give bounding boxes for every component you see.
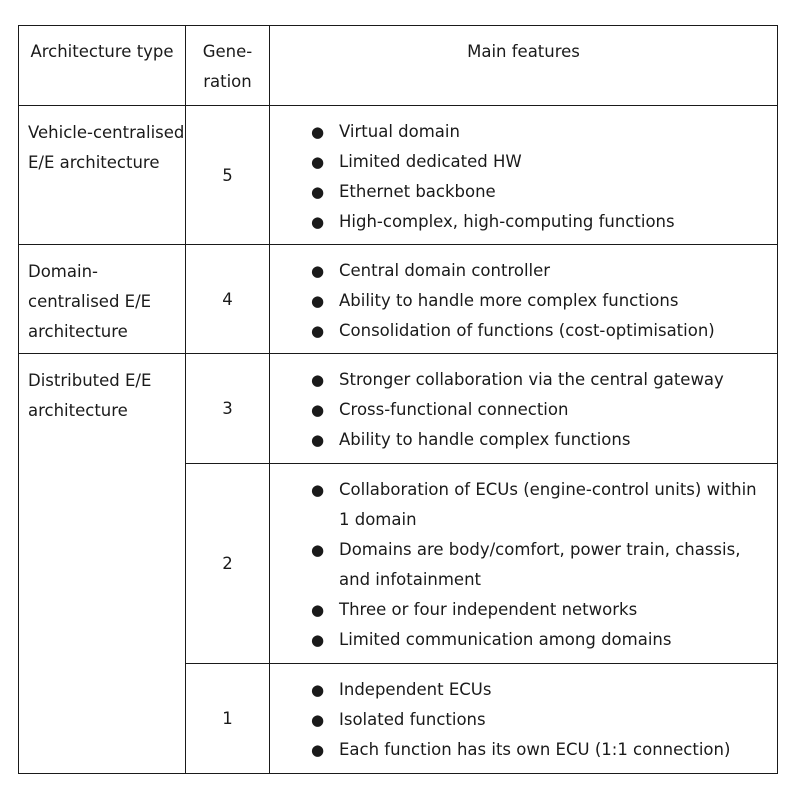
generation-cell: 5 xyxy=(186,106,270,245)
architecture-type-cell: Vehicle-centralised E/E architecture xyxy=(19,106,186,245)
features-cell xyxy=(270,354,778,464)
feature-item: ● Virtual domain xyxy=(270,117,777,147)
feature-item: ● Isolated functions xyxy=(270,705,777,735)
bullet-icon: ● xyxy=(311,213,325,231)
bullet-icon: ● xyxy=(311,322,325,340)
bullet-icon: ● xyxy=(311,292,325,310)
features-cell xyxy=(270,664,778,774)
feature-item: ● Cross-functional connection xyxy=(270,395,777,425)
bullet-icon: ● xyxy=(311,711,325,729)
table-row xyxy=(19,354,778,464)
feature-item: ● Ability to handle complex functions xyxy=(270,425,777,455)
bullet-icon: ● xyxy=(311,431,325,449)
bullet-icon: ● xyxy=(311,741,325,759)
feature-item: ● Domains are body/comfort, power train, chassis, and infotainment xyxy=(270,535,777,595)
header-main-features: Main features xyxy=(270,26,778,106)
architecture-table xyxy=(18,25,778,774)
feature-item: ● Collaboration of ECUs (engine-control units) within 1 domain xyxy=(270,475,777,535)
generation-cell: 2 xyxy=(186,464,270,664)
feature-item: ● Three or four independent networks xyxy=(270,595,777,625)
generation-cell: 4 xyxy=(186,245,270,354)
generation-cell: 3 xyxy=(186,354,270,464)
feature-item: ● High-complex, high-computing functions xyxy=(270,207,777,237)
table-row xyxy=(19,245,778,354)
bullet-icon: ● xyxy=(311,631,325,649)
architecture-type-cell: Distributed E/E architecture xyxy=(19,354,186,774)
bullet-icon: ● xyxy=(311,401,325,419)
architecture-type-cell: Domain-centralised E/E architecture xyxy=(19,245,186,354)
feature-item: ● Ability to handle more complex functions xyxy=(270,286,777,316)
bullet-icon: ● xyxy=(311,371,325,389)
bullet-icon: ● xyxy=(311,681,325,699)
table-row xyxy=(19,106,778,245)
bullet-icon: ● xyxy=(311,601,325,619)
feature-item: ● Central domain controller xyxy=(270,256,777,286)
bullet-icon: ● xyxy=(311,183,325,201)
header-generation: Gene-ration xyxy=(186,26,270,106)
feature-item: ● Independent ECUs xyxy=(270,675,777,705)
feature-item: ● Stronger collaboration via the central gateway xyxy=(270,365,777,395)
features-cell xyxy=(270,464,778,664)
bullet-icon: ● xyxy=(311,153,325,171)
bullet-icon: ● xyxy=(311,262,325,280)
bullet-icon: ● xyxy=(311,541,325,559)
feature-item: ● Consolidation of functions (cost-optimisation) xyxy=(270,316,777,346)
features-cell xyxy=(270,106,778,245)
features-cell xyxy=(270,245,778,354)
feature-item: ● Limited dedicated HW xyxy=(270,147,777,177)
feature-item: ● Each function has its own ECU (1:1 connection) xyxy=(270,735,777,765)
header-architecture-type: Architecture type xyxy=(19,26,186,106)
generation-cell: 1 xyxy=(186,664,270,774)
bullet-icon: ● xyxy=(311,123,325,141)
header-row xyxy=(19,26,778,106)
bullet-icon: ● xyxy=(311,481,325,499)
feature-item: ● Limited communication among domains xyxy=(270,625,777,655)
feature-item: ● Ethernet backbone xyxy=(270,177,777,207)
